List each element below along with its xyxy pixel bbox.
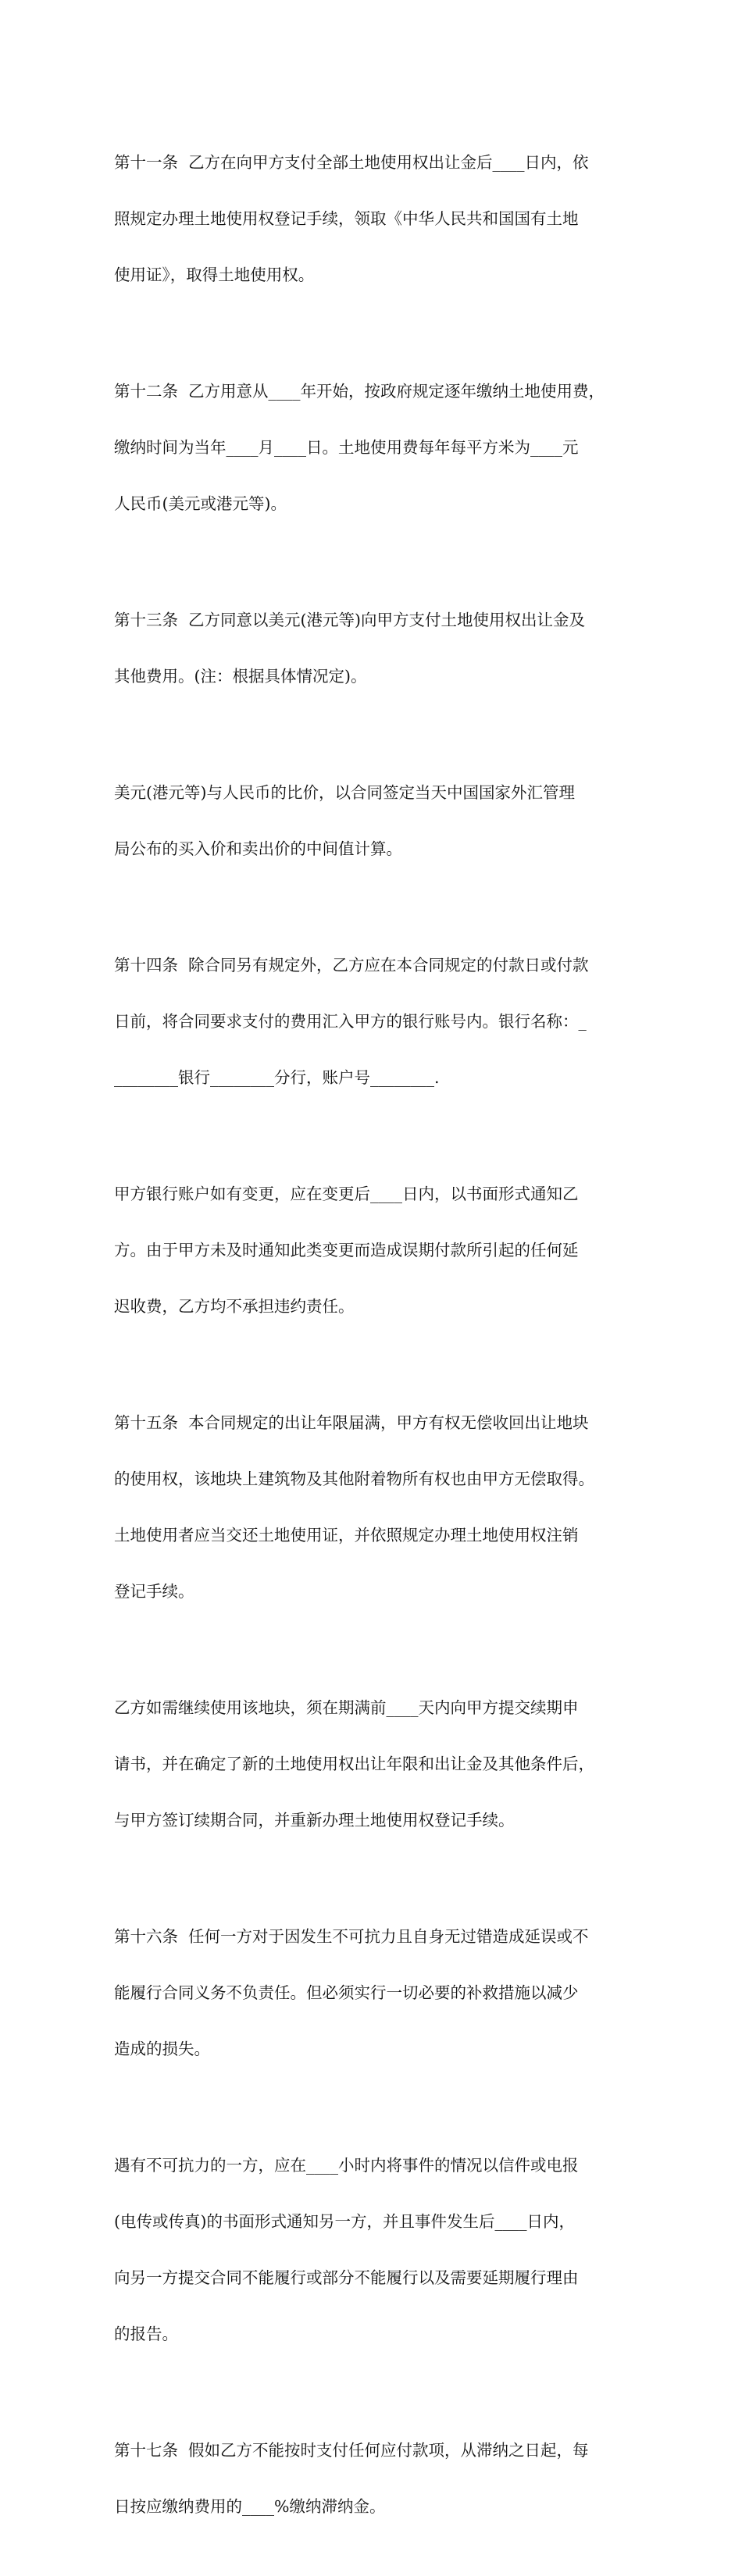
renewal-paragraph xyxy=(114,1661,630,1867)
text-line: 的报告。 xyxy=(114,2325,178,2343)
text-line: 第十七条 假如乙方不能按时支付任何应付款项，从滞纳之日起，每 xyxy=(114,2441,589,2460)
text-line: 缴纳时间为当年____月____日。土地使用费每年每平方米为____元 xyxy=(114,438,579,457)
text-line: 的使用权，该地块上建筑物及其他附着物所有权也由甲方无偿取得。 xyxy=(114,1470,594,1488)
text-line: (电传或传真)的书面形式通知另一方，并且事件发生后____日内， xyxy=(114,2212,575,2231)
text-line: 与甲方签订续期合同，并重新办理土地使用权登记手续。 xyxy=(114,1811,515,1830)
text-line: 遇有不可抗力的一方，应在____小时内将事件的情况以信件或电报 xyxy=(114,2156,579,2175)
text-line: 乙方如需继续使用该地块，须在期满前____天内向甲方提交续期申 xyxy=(114,1698,579,1717)
text-line: ________银行________分行，账户号________. xyxy=(114,1068,440,1087)
text-line: 日前，将合同要求支付的费用汇入甲方的银行账号内。银行名称：_ xyxy=(114,1012,587,1031)
clause-11 xyxy=(114,116,630,322)
text-line: 日按应缴纳费用的____%缴纳滞纳金。 xyxy=(114,2497,386,2516)
clause-16 xyxy=(114,1890,630,2096)
text-line: 土地使用者应当交还土地使用证，并依照规定办理土地使用权注销 xyxy=(114,1526,579,1545)
document-body xyxy=(114,116,630,2576)
text-line: 其他费用。(注：根据具体情况定)。 xyxy=(114,667,367,686)
text-line: 美元(港元等)与人民币的比价，以合同签定当天中国国家外汇管理 xyxy=(114,783,575,802)
text-line: 向另一方提交合同不能履行或部分不能履行以及需要延期履行理由 xyxy=(114,2268,579,2287)
text-line: 照规定办理土地使用权登记手续，领取《中华人民共和国国有土地 xyxy=(114,209,579,228)
text-line: 甲方银行账户如有变更，应在变更后____日内，以书面形式通知乙 xyxy=(114,1185,579,1203)
clause-14 xyxy=(114,918,630,1124)
text-line: 人民币(美元或港元等)。 xyxy=(114,494,287,513)
text-line: 迟收费，乙方均不承担违约责任。 xyxy=(114,1297,355,1316)
text-line: 第十三条 乙方同意以美元(港元等)向甲方支付土地使用权出让金及 xyxy=(114,611,586,629)
text-line: 局公布的买入价和卖出价的中间值计算。 xyxy=(114,839,402,858)
force-majeure-notice-paragraph xyxy=(114,2118,630,2381)
clause-15 xyxy=(114,1376,630,1638)
bank-account-change-paragraph xyxy=(114,1147,630,1353)
text-line: 请书，并在确定了新的土地使用权出让年限和出让金及其他条件后， xyxy=(114,1755,594,1773)
clause-17 xyxy=(114,2403,630,2553)
text-line: 能履行合同义务不负责任。但必须实行一切必要的补救措施以减少 xyxy=(114,1983,579,2002)
text-line: 第十六条 任何一方对于因发生不可抗力且自身无过错造成延误或不 xyxy=(114,1927,589,1946)
text-line: 造成的损失。 xyxy=(114,2040,210,2058)
clause-12 xyxy=(114,344,630,550)
clause-13 xyxy=(114,573,630,723)
text-line: 第十二条 乙方用意从____年开始，按政府规定逐年缴纳土地使用费， xyxy=(114,382,605,401)
text-line: 使用证》，取得土地使用权。 xyxy=(114,265,315,284)
text-line: 方。由于甲方未及时通知此类变更而造成误期付款所引起的任何延 xyxy=(114,1241,579,1259)
exchange-rate-paragraph xyxy=(114,746,630,896)
text-line: 登记手续。 xyxy=(114,1582,194,1601)
text-line: 第十五条 本合同规定的出让年限届满，甲方有权无偿收回出让地块 xyxy=(114,1413,589,1432)
text-line: 第十一条 乙方在向甲方支付全部土地使用权出让金后____日内，依 xyxy=(114,153,589,172)
text-line: 第十四条 除合同另有规定外，乙方应在本合同规定的付款日或付款 xyxy=(114,956,589,974)
